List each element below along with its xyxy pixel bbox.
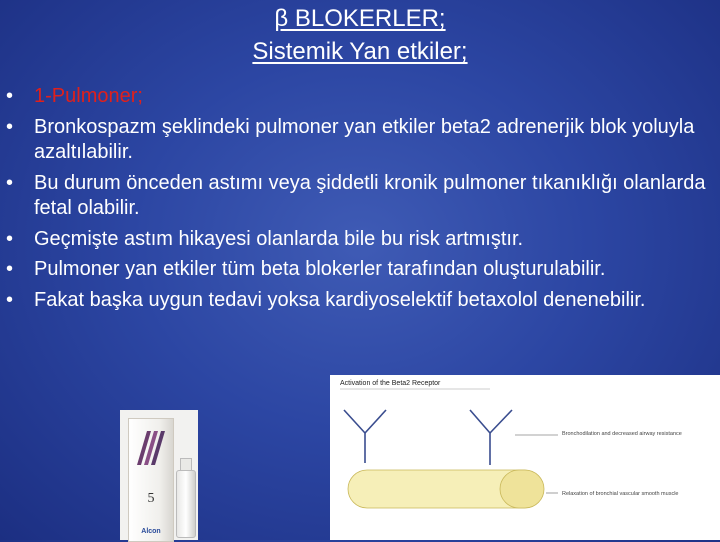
brand-logo: Alcon <box>141 528 161 535</box>
beta2-receptor-diagram <box>330 375 720 540</box>
product-box <box>128 418 174 542</box>
box-number: 5 <box>147 491 155 506</box>
bullet-item: • Bronkospazm şeklindeki pulmoner yan etkiler beta2 adrenerjik blok yoluyla azaltılabilir. <box>6 115 712 166</box>
receptor-drawing <box>330 375 720 540</box>
slide-title <box>0 2 720 68</box>
diagram-title: Activation of the Beta2 Receptor <box>340 380 441 387</box>
bullet-list <box>6 84 712 318</box>
bullet-item: • 1-Pulmoner; <box>6 84 712 110</box>
box-stripes-graphic <box>135 431 167 465</box>
diagram-label-top: Bronchodilation and decreased airway resistance <box>562 431 682 437</box>
bullet-item: • Bu durum önceden astımı veya şiddetli kronik pulmoner tıkanıklığı olanlarda fetal olabilir. <box>6 171 712 222</box>
diagram-label-bottom: Relaxation of bronchial vascular smooth muscle <box>562 491 679 497</box>
eye-drop-bottle <box>176 470 196 538</box>
title-line-2: Sistemik Yan etkiler; <box>252 38 468 65</box>
bullet-item: • Pulmoner yan etkiler tüm beta blokerler tarafından oluşturulabilir. <box>6 257 712 283</box>
title-line-1: β BLOKERLER; <box>274 5 446 32</box>
eye-drop-product-photo <box>120 410 198 540</box>
bullet-item: • Geçmişte astım hikayesi olanlarda bile bu risk artmıştır. <box>6 227 712 253</box>
bullet-item: • Fakat başka uygun tedavi yoksa kardiyoselektif betaxolol denenebilir. <box>6 288 712 314</box>
